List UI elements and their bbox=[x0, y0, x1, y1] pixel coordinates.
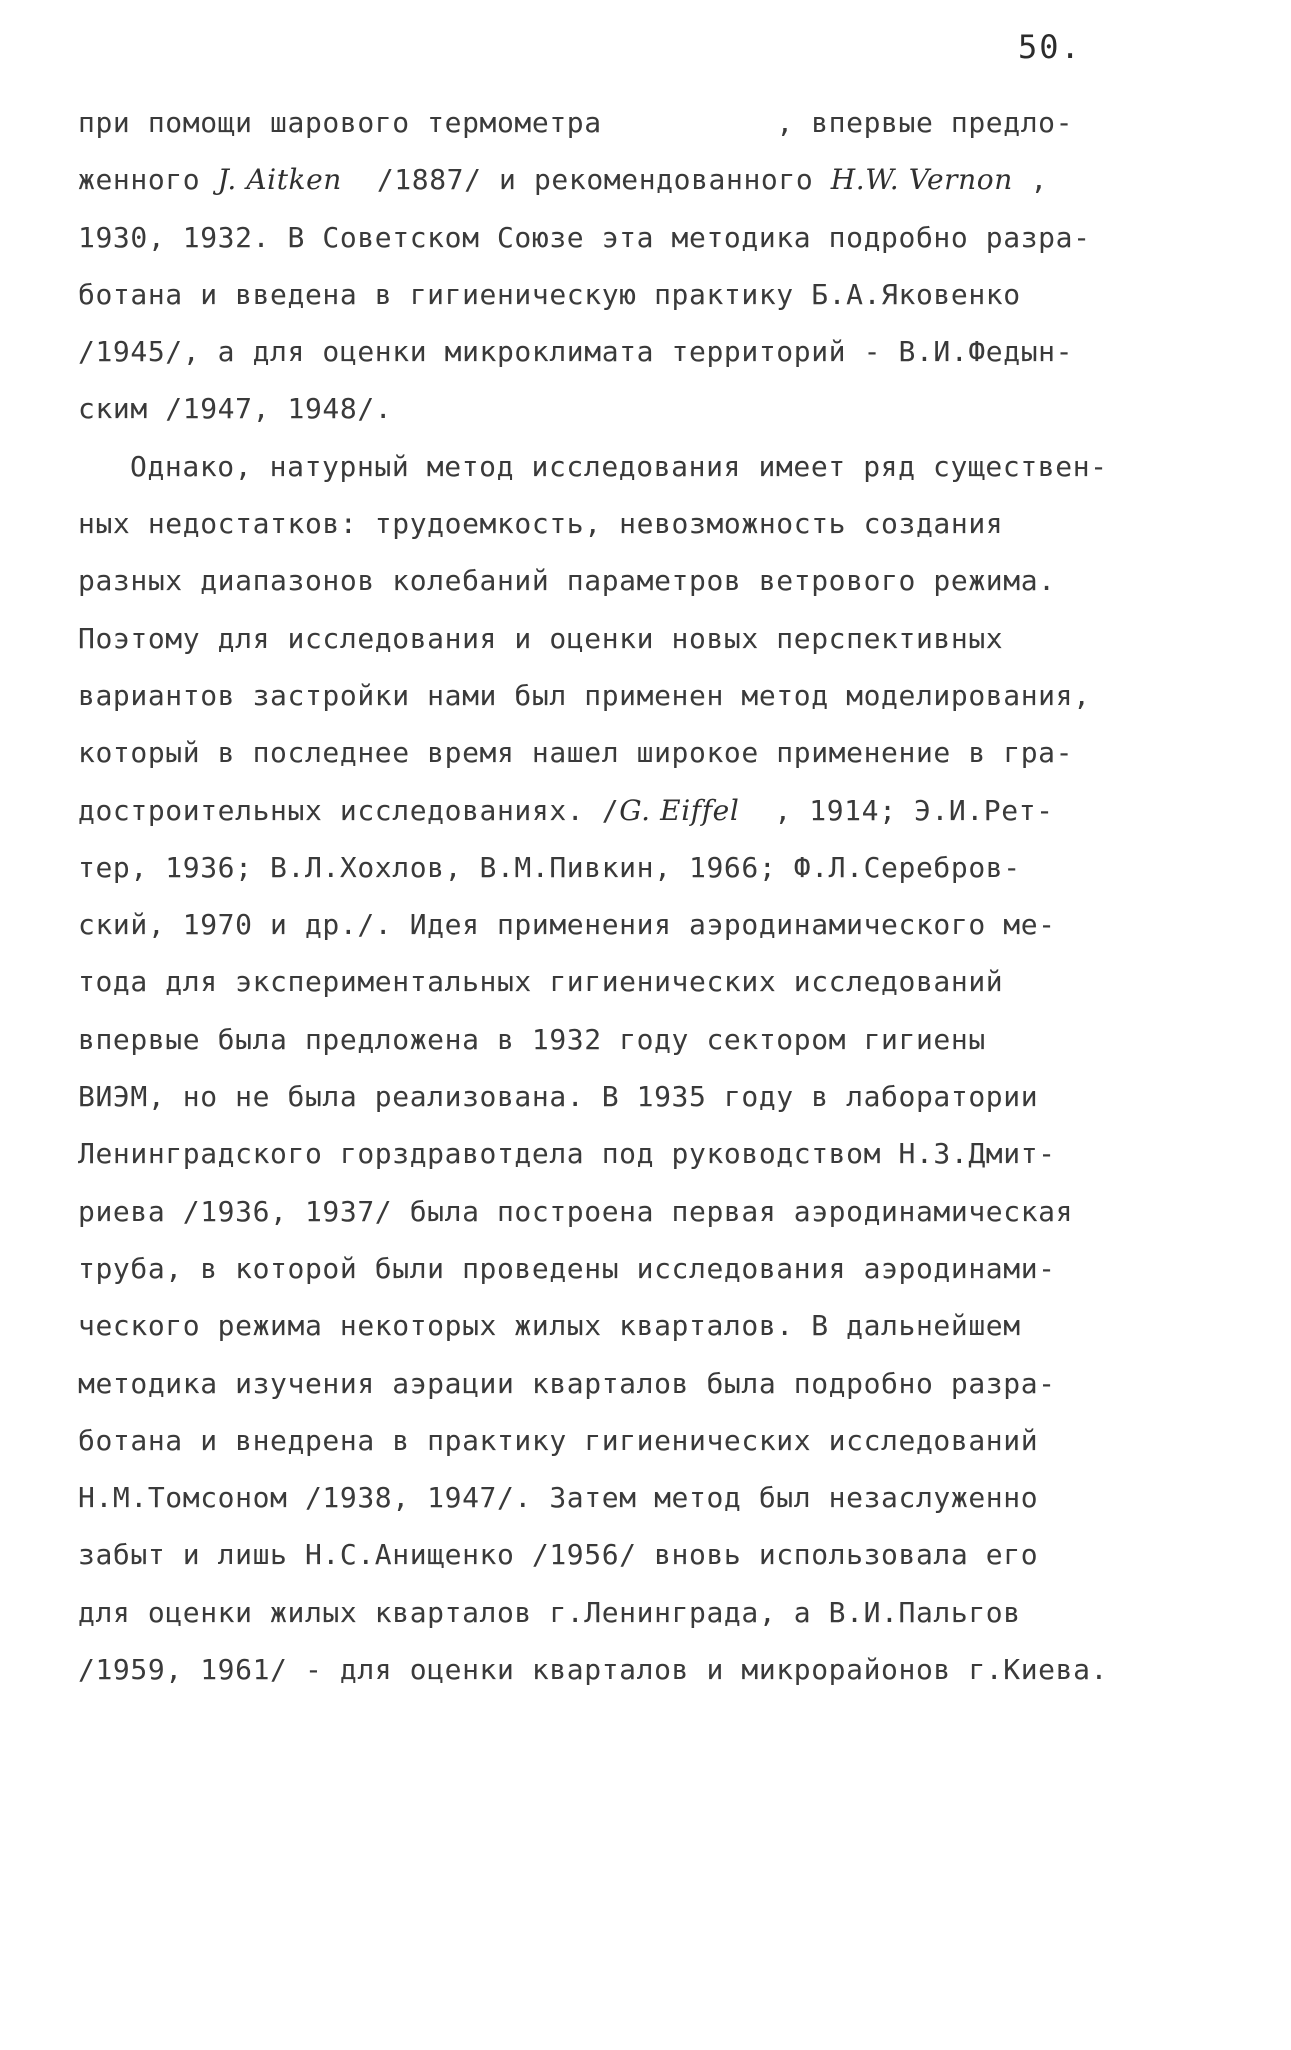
body-text bbox=[78, 94, 1228, 1698]
text-line-17: впервые была предложена в 1932 году сектором гигиены bbox=[78, 1022, 986, 1056]
text-line-2 bbox=[78, 151, 1228, 208]
page-number: 50. bbox=[1018, 28, 1082, 66]
text-line-27: для оценки жилых кварталов г.Ленинграда, а В.И.Пальгов bbox=[78, 1595, 1021, 1629]
text-line-11: вариантов застройки нами был применен метод моделирования, bbox=[78, 678, 1091, 712]
text-line-13 bbox=[78, 782, 1228, 839]
text-line-28: /1959, 1961/ - для оценки кварталов и микрорайонов г.Киева. bbox=[78, 1653, 1108, 1687]
text-line-18: ВИЭМ, но не была реализована. В 1935 году в лаборатории bbox=[78, 1080, 1039, 1114]
text-run: , bbox=[1012, 163, 1048, 197]
text-gap bbox=[602, 106, 777, 139]
text-line-15: ский, 1970 и др./. Идея применения аэродинамического ме- bbox=[78, 908, 1056, 942]
text-line-14: тер, 1936; В.Л.Хохлов, В.М.Пивкин, 1966; Ф.Л.Серебров- bbox=[78, 850, 1021, 884]
text-line-24: ботана и внедрена в практику гигиенических исследований bbox=[78, 1423, 1039, 1457]
text-line-10: Поэтому для исследования и оценки новых перспективных bbox=[78, 621, 1004, 655]
text-line-26: забыт и лишь Н.С.Анищенко /1956/ вновь использовала его bbox=[78, 1538, 1039, 1572]
text-line-20: риева /1936, 1937/ была построена первая аэродинамическая bbox=[78, 1194, 1074, 1228]
text-line-9: разных диапазонов колебаний параметров ветрового режима. bbox=[78, 564, 1056, 598]
text-line-12: который в последнее время нашел широкое применение в гра- bbox=[78, 736, 1074, 770]
text-line-16: тода для экспериментальных гигиенических исследований bbox=[78, 965, 1004, 999]
text-line-7 bbox=[78, 438, 1228, 495]
handwritten-name: H.W. Vernon bbox=[830, 163, 1013, 197]
text-line-3: 1930, 1932. В Советском Союзе эта методика подробно разра- bbox=[78, 220, 1091, 254]
text-line-25: Н.М.Томсоном /1938, 1947/. Затем метод был незаслуженно bbox=[78, 1481, 1039, 1515]
text-run: /1887/ и рекомендованного bbox=[341, 163, 831, 197]
text-run: достроительных исследованиях. / bbox=[78, 793, 620, 827]
text-line-21: труба, в которой были проведены исследования аэродинами- bbox=[78, 1251, 1056, 1285]
handwritten-name: G. Eiffel bbox=[619, 793, 740, 827]
text-run: , 1914; Э.И.Рет- bbox=[739, 793, 1054, 827]
text-line-8: ных недостатков: трудоемкость, невозможность создания bbox=[78, 507, 1004, 541]
text-line-19: Ленинградского горздравотдела под руководством Н.З.Дмит- bbox=[78, 1137, 1056, 1171]
text-line-22: ческого режима некоторых жилых кварталов. В дальнейшем bbox=[78, 1309, 1021, 1343]
text-run: , впервые предло- bbox=[776, 106, 1074, 139]
text-line-6: ским /1947, 1948/. bbox=[78, 392, 393, 426]
text-line-1 bbox=[78, 94, 1228, 151]
text-run: при помощи шарового термометра bbox=[78, 106, 602, 139]
text-line-5: /1945/, а для оценки микроклимата территорий - В.И.Федын- bbox=[78, 335, 1074, 369]
text-line-23: методика изучения аэрации кварталов была подробно разра- bbox=[78, 1366, 1056, 1400]
text-run: женного bbox=[78, 163, 218, 197]
handwritten-name: J. Aitken bbox=[217, 163, 342, 197]
text-run: Однако, натурный метод исследования имеет ряд существен- bbox=[130, 449, 1108, 483]
text-line-4: ботана и введена в гигиеническую практику Б.А.Яковенко bbox=[78, 277, 1021, 311]
